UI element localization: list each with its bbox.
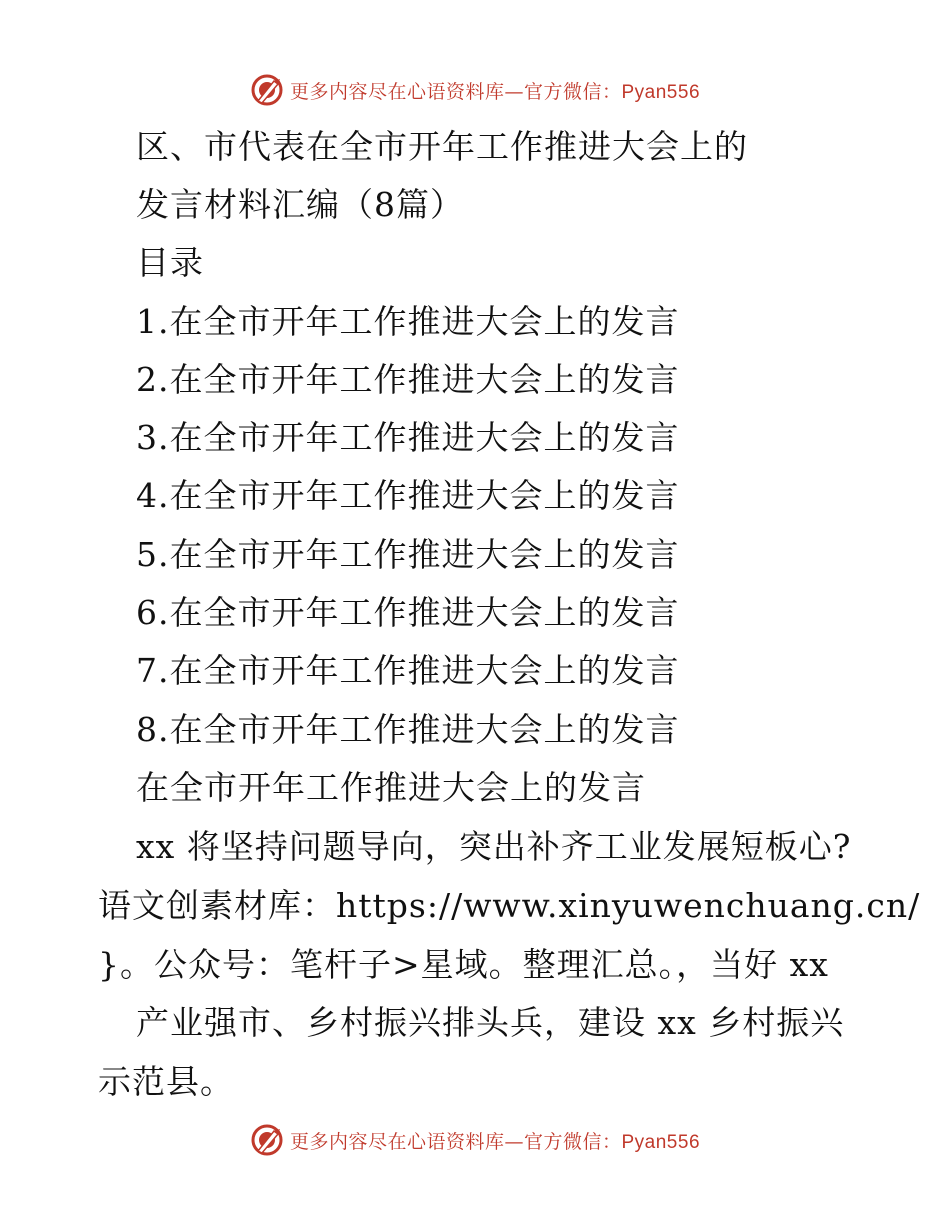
body-line: }。公众号：笔杆子>星域。整理汇总。，当好 xx <box>98 945 829 984</box>
toc-heading: 目录 <box>136 243 204 282</box>
section-heading: 在全市开年工作推进大会上的发言 <box>136 768 646 807</box>
watermark-handle: Pyan556 <box>621 81 701 103</box>
pen-logo-icon <box>250 73 284 107</box>
toc-item: 7.在全市开年工作推进大会上的发言 <box>136 651 680 690</box>
toc-item: 2.在全市开年工作推进大会上的发言 <box>136 360 680 399</box>
toc-item: 3.在全市开年工作推进大会上的发言 <box>136 418 680 457</box>
watermark-text: 更多内容尽在心语资料库—官方微信：Pyan556 <box>289 80 701 103</box>
document-title-line-2: 发言材料汇编（8篇） <box>136 185 464 224</box>
body-line: 产业强市、乡村振兴排头兵，建设 xx 乡村振兴 <box>136 1003 845 1042</box>
toc-item: 4.在全市开年工作推进大会上的发言 <box>136 476 680 515</box>
pen-logo-icon <box>250 1123 284 1157</box>
watermark-text: 更多内容尽在心语资料库—官方微信：Pyan556 <box>289 1130 701 1153</box>
toc-item: 6.在全市开年工作推进大会上的发言 <box>136 593 680 632</box>
toc-item: 1.在全市开年工作推进大会上的发言 <box>136 302 680 341</box>
document-title-line-1: 区、市代表在全市开年工作推进大会上的 <box>136 127 748 166</box>
body-line: 语文创素材库：https://www.xinyuwenchuang.cn/ <box>98 886 921 925</box>
toc-item: 8.在全市开年工作推进大会上的发言 <box>136 710 680 749</box>
watermark-handle: Pyan556 <box>621 1131 701 1153</box>
body-line: 示范县。 <box>98 1062 234 1101</box>
body-line: xx 将坚持问题导向，突出补齐工业发展短板心? <box>136 827 852 866</box>
watermark-banner-top <box>0 70 950 110</box>
watermark-banner-bottom <box>0 1120 950 1160</box>
toc-item: 5.在全市开年工作推进大会上的发言 <box>136 535 680 574</box>
